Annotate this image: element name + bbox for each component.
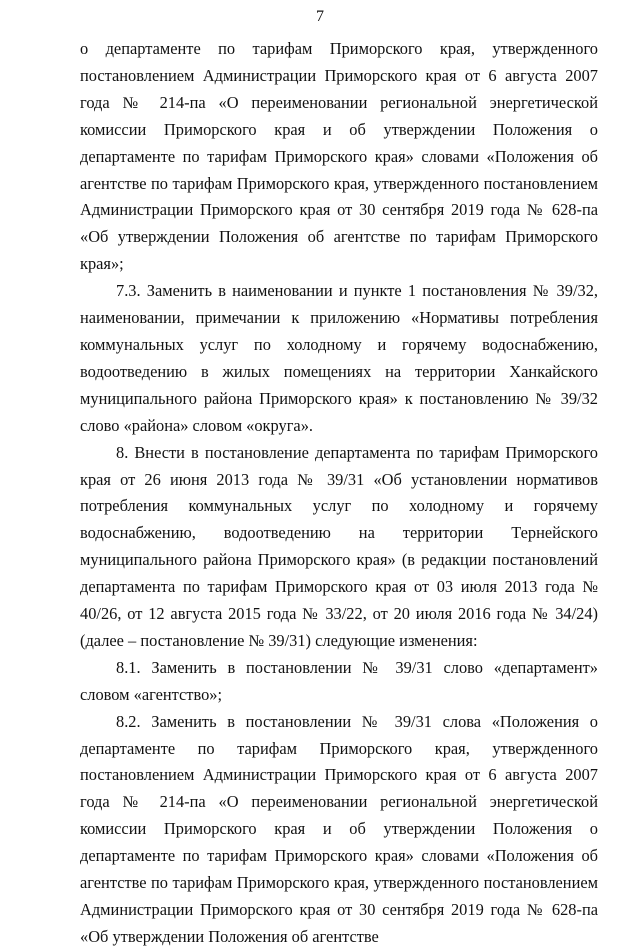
page-number: 7 bbox=[316, 8, 324, 25]
paragraph-7-3: 7.3. Заменить в наименовании и пункте 1 постановления № 39/32, наименовании, примечании к приложению «Нормативы потребления коммунальных услуг по холодному и горячему водоснабжению, водоотведению в жилых помещениях на территории Ханкайского муниципального района Приморского края» к постановлению № 39/32 слово «района» словом «округа». bbox=[80, 281, 598, 435]
paragraph-8: 8. Внести в постановление департамента по тарифам Приморского края от 26 июня 2013 года № 39/31 «Об установлении нормативов потребления коммунальных услуг по холодному и горячему водоснабжению, водоотведению на территории Тернейского муниципального района Приморского края» (в редакции постановлений департамента по тарифам Приморского края от 03 июля 2013 года № 40/26, от 12 августа 2015 года № 33/22, от 20 июля 2016 года № 34/24) (далее – постановление № 39/31) следующие изменения: bbox=[80, 442, 598, 650]
paragraph-continuation: о департаменте по тарифам Приморского края, утвержденного постановлением Администрации Приморского края от 6 августа 2007 года № 214-па «О переименовании региональной энергетической комиссии Приморского края и об утверждении Положения о департаменте по тарифам Приморского края» словами «Положения об агентстве по тарифам Приморского края, утвержденного постановлением Администрации Приморского края от 30 сентября 2019 года № 628-па «Об утверждении Положения об агентстве по тарифам Приморского края»; bbox=[80, 39, 598, 274]
paragraph-8-1: 8.1. Заменить в постановлении № 39/31 слово «департамент» словом «агентство»; bbox=[80, 657, 598, 704]
paragraph-8-2: 8.2. Заменить в постановлении № 39/31 слова «Положения о департаменте по тарифам Приморского края, утвержденного постановлением Администрации Приморского края от 6 августа 2007 года № 214-па «О переименовании региональной энергетической комиссии Приморского края и об утверждении Положения о департаменте по тарифам Приморского края» словами «Положения об агентстве по тарифам Приморского края, утвержденного постановлением Администрации Приморского края от 30 сентября 2019 года № 628-па «Об утверждении Положения об агентстве bbox=[80, 711, 598, 946]
document-body bbox=[80, 36, 598, 951]
